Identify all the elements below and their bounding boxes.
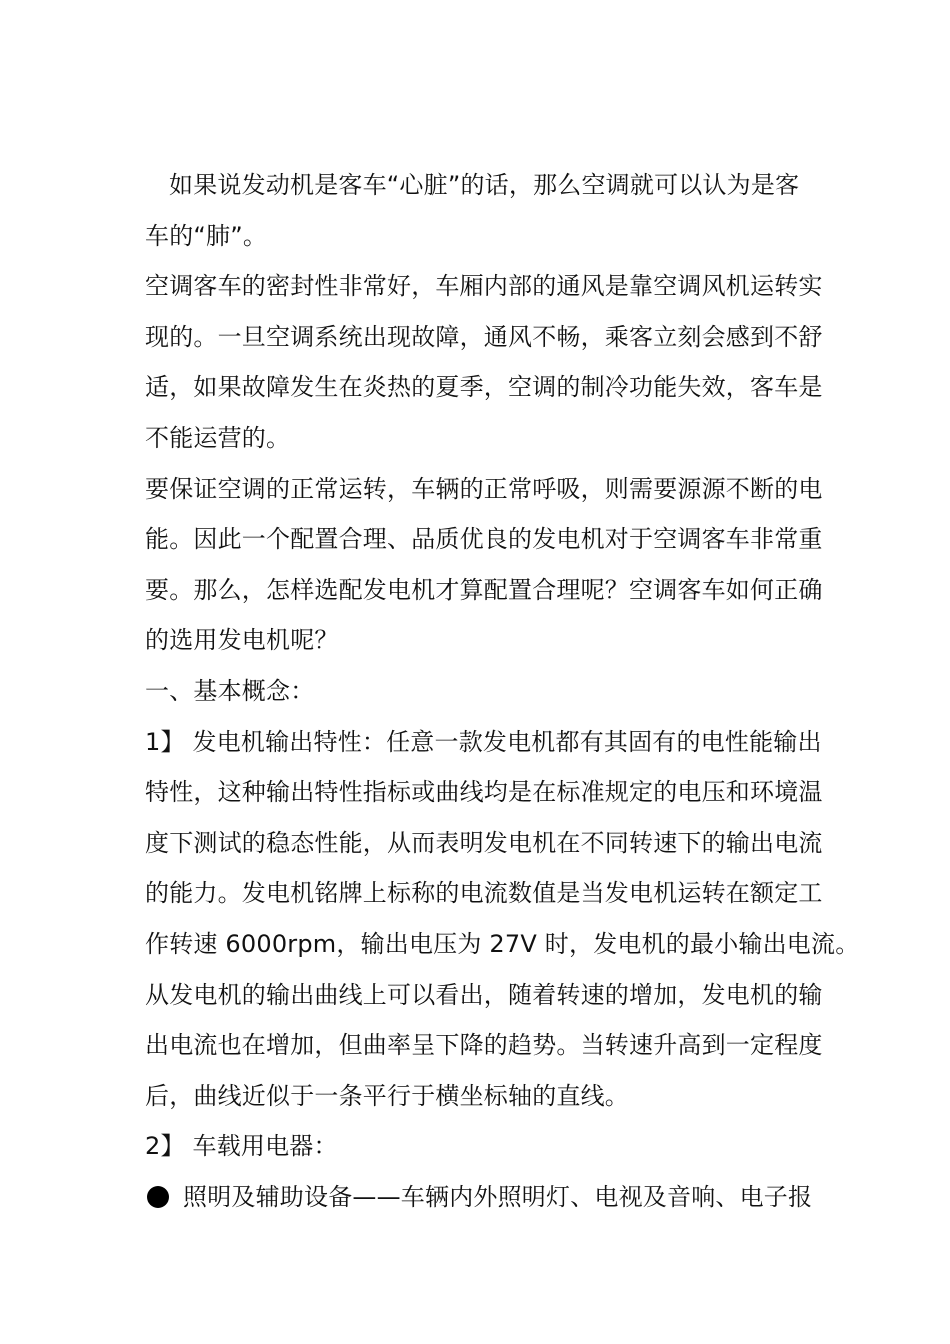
text-line: 空调客车的密封性非常好，车厢内部的通风是靠空调风机运转实 bbox=[145, 272, 823, 301]
paragraph-power bbox=[145, 464, 823, 666]
paragraph-vehicle-appliances bbox=[145, 1121, 815, 1172]
text-line: 出电流也在增加，但曲率呈下降的趋势。当转速升高到一定程度 bbox=[145, 1031, 823, 1060]
paragraph-intro bbox=[145, 160, 815, 261]
heading-line: 一、基本概念： bbox=[145, 676, 315, 705]
section-heading bbox=[145, 666, 815, 717]
text-line: 2】 车载用电器： bbox=[145, 1132, 338, 1161]
text-line: 从发电机的输出曲线上可以看出，随着转速的增加，发电机的输 bbox=[145, 980, 823, 1009]
text-line: 现的。一旦空调系统出现故障，通风不畅，乘客立刻会感到不舒 bbox=[145, 322, 823, 351]
text-line: 如果说发动机是客车“心脏”的话，那么空调就可以认为是客 bbox=[169, 171, 800, 199]
text-line: 的选用发电机呢？ bbox=[145, 626, 339, 655]
text-line: 特性，这种输出特性指标或曲线均是在标准规定的电压和环境温 bbox=[145, 778, 823, 807]
text-line: 度下测试的稳态性能，从而表明发电机在不同转速下的输出电流 bbox=[145, 828, 823, 857]
text-line: 适，如果故障发生在炎热的夏季，空调的制冷功能失效，客车是 bbox=[145, 373, 823, 402]
text-line: 的能力。发电机铭牌上标称的电流数值是当发电机运转在额定工 bbox=[145, 879, 823, 908]
document-body bbox=[145, 160, 860, 1222]
bullet-line bbox=[145, 1172, 815, 1223]
paragraph-sealing bbox=[145, 261, 823, 463]
text-line: 车的“肺”。 bbox=[145, 221, 268, 250]
text-line: 作转速 6000rpm，输出电压为 27V 时，发电机的最小输出电流。 bbox=[145, 929, 860, 958]
text-line: 要。那么，怎样选配发电机才算配置合理呢？空调客车如何正确 bbox=[145, 575, 823, 604]
text-line: 能。因此一个配置合理、品质优良的发电机对于空调客车非常重 bbox=[145, 525, 823, 554]
paragraph-output-characteristics bbox=[145, 717, 860, 1122]
text-line: 不能运营的。 bbox=[145, 423, 291, 452]
text-line: 1】 发电机输出特性：任意一款发电机都有其固有的电性能输出 bbox=[145, 727, 822, 756]
text-line: 要保证空调的正常运转，车辆的正常呼吸，则需要源源不断的电 bbox=[145, 474, 823, 503]
bullet-dot-icon bbox=[147, 1186, 169, 1208]
bullet-text: 照明及辅助设备——车辆内外照明灯、电视及音响、电子报 bbox=[183, 1182, 813, 1211]
bullet-item bbox=[145, 1172, 815, 1223]
text-line: 后，曲线近似于一条平行于横坐标轴的直线。 bbox=[145, 1081, 629, 1110]
